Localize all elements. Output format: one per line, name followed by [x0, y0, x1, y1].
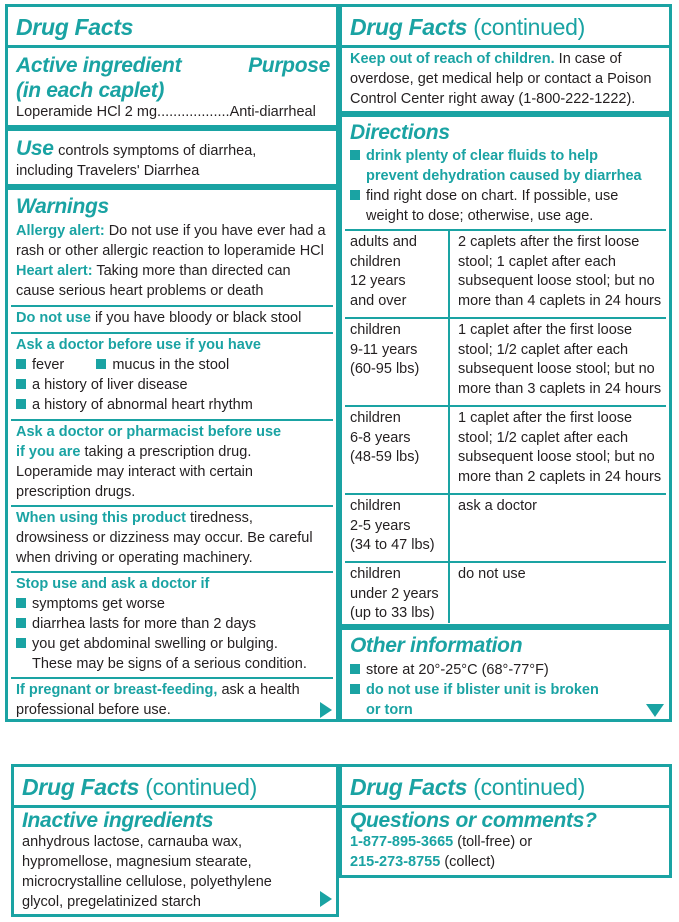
dosage-age: children 6-8 years (48-59 lbs): [350, 410, 420, 466]
keep-out-section: [342, 48, 669, 114]
questions-heading: Questions or comments?: [350, 809, 597, 832]
stop-item: [16, 615, 256, 635]
divider: [11, 505, 333, 507]
drug-facts-panel-left: [5, 4, 339, 722]
other-item-2: do not use if blister unit is broken: [350, 681, 599, 701]
ingredient-name: Loperamide HCl 2 mg: [16, 104, 158, 120]
bullet-square: [96, 359, 106, 369]
drug-facts-panel-bottom-left: [11, 764, 339, 917]
use-text-1: controls symptoms of diarrhea,: [58, 143, 257, 159]
directions-section: [342, 117, 669, 627]
dosage-age: children under 2 years (up to 33 lbs): [350, 566, 439, 622]
purpose-heading: Purpose: [248, 54, 330, 77]
ask-pharmacist-text-3: prescription drugs.: [16, 484, 136, 500]
drug-facts-panel-right: [339, 4, 672, 722]
bullet-square: [350, 150, 360, 160]
dosage-amount: do not use: [458, 566, 526, 582]
leader-dots: ..................: [157, 104, 230, 120]
continue-arrow-icon: [320, 891, 332, 907]
stop-item-swelling: you get abdominal swelling or bulging.: [32, 636, 278, 652]
panel-title: Drug Facts (continued): [350, 774, 586, 800]
stop-note: These may be signs of a serious condition.: [32, 656, 307, 672]
ask-item-fever: fever: [32, 357, 65, 373]
pregnant-label: If pregnant or breast-feeding,: [16, 682, 218, 698]
divider: [345, 317, 666, 319]
other-item-1: store at 20°-25°C (68°-77°F): [350, 661, 549, 681]
ask-doctor-row-2: [16, 376, 188, 396]
warnings-section: [8, 190, 336, 720]
divider: [342, 805, 669, 808]
ask-item-liver: a history of liver disease: [32, 377, 188, 393]
do-not-use-label: Do not use: [16, 310, 91, 326]
panel-title: Drug Facts (continued): [350, 14, 586, 40]
active-ingredient-heading: Active ingredient: [16, 54, 182, 77]
stop-item-worse: symptoms get worse: [32, 596, 165, 612]
divider: [11, 677, 333, 679]
when-using-label: When using this product: [16, 510, 186, 526]
allergy-alert-text-1: Do not use if you have ever had a: [108, 223, 326, 239]
ingredient-row: [16, 103, 316, 123]
divider: [11, 305, 333, 307]
warnings-heading: Warnings: [16, 195, 109, 218]
divider: [14, 805, 336, 808]
keep-out-text-1: In case of: [558, 51, 622, 67]
panel-title: Drug Facts (continued): [22, 774, 258, 800]
when-using-text-2: drowsiness or dizziness may occur. Be careful: [16, 530, 313, 546]
dosage-amount: 2 caplets after the first loose stool; 1 caplet after each subsequent loose stool; but no more than 4 caplets in 24 hours: [458, 234, 662, 310]
ask-pharmacist-text-2: Loperamide may interact with certain: [16, 464, 253, 480]
title-suffix: (continued): [473, 14, 586, 40]
bullet-square: [16, 359, 26, 369]
active-ingredient-section: [8, 48, 336, 128]
bullet-square: [350, 664, 360, 674]
active-ingredient-subheading: (in each caplet): [16, 79, 165, 102]
phone-collect: 215-273-8755: [350, 854, 441, 870]
table-top-border: [345, 229, 666, 231]
do-not-use-text: if you have bloody or black stool: [94, 310, 302, 326]
divider: [11, 571, 333, 573]
continue-arrow-icon: [320, 702, 332, 718]
ask-doctor-row-3: [16, 396, 253, 416]
divider: [345, 405, 666, 407]
divider: [345, 493, 666, 495]
stop-item: [16, 635, 278, 655]
divider: [11, 419, 333, 421]
dosage-amount: 1 caplet after the first loose stool; 1/2 caplet after each subsequent loose stool; but no more than 3 caplets in 24 hours: [458, 322, 662, 398]
title-suffix: (continued): [145, 774, 258, 800]
stop-item: [16, 595, 165, 615]
keep-out-text-2: overdose, get medical help or contact a Poison: [350, 71, 652, 87]
direction-bullet-2: find right dose on chart. If possible, use: [350, 187, 618, 207]
bullet-square: [350, 684, 360, 694]
bullet-square: [16, 618, 26, 628]
stop-item-diarrhea: diarrhea lasts for more than 2 days: [32, 616, 257, 632]
dosage-amount: ask a doctor: [458, 498, 537, 514]
direction-bullet-1: drink plenty of clear fluids to help: [350, 147, 598, 167]
dosage-age: children 9-11 years (60-95 lbs): [350, 322, 420, 378]
heart-alert-text-1: Taking more than directed can: [96, 263, 291, 279]
ask-pharmacist-text-1: taking a prescription drug.: [84, 444, 252, 460]
heart-alert-label: Heart alert:: [16, 263, 93, 279]
bullet-square: [16, 638, 26, 648]
inactive-ingredients-heading: Inactive ingredients: [22, 809, 214, 832]
bullet-square: [16, 379, 26, 389]
continue-down-arrow-icon: [646, 704, 664, 717]
title-suffix: (continued): [473, 774, 586, 800]
phone-collect-note: (collect): [444, 854, 496, 870]
allergy-alert-text-2: rash or other allergic reaction to loperamide HCl: [16, 243, 324, 259]
ask-item-heart: a history of abnormal heart rhythm: [32, 397, 253, 413]
allergy-alert-label: Allergy alert:: [16, 223, 105, 239]
when-using-text-3: when driving or operating machinery.: [16, 550, 253, 566]
ask-doctor-heading: Ask a doctor before use if you have: [16, 337, 261, 353]
inactive-line: glycol, pregelatinized starch: [22, 894, 201, 910]
inactive-line: anhydrous lactose, carnauba wax,: [22, 834, 243, 850]
direction-bullet-1b: prevent dehydration caused by diarrhea: [366, 168, 642, 184]
direction-bullet-2b: weight to dose; otherwise, use age.: [366, 208, 594, 224]
use-section: [8, 131, 336, 185]
when-using-text-1: tiredness,: [190, 510, 253, 526]
ask-pharmacist-heading-2: if you are: [16, 444, 81, 460]
stop-use-heading: Stop use and ask a doctor if: [16, 576, 210, 592]
other-information-heading: Other information: [350, 634, 523, 657]
phone-toll-free-note: (toll-free) or: [457, 834, 533, 850]
use-text-2: including Travelers' Diarrhea: [16, 163, 200, 179]
other-information-section: [342, 630, 669, 720]
ask-doctor-row-1: [16, 356, 229, 376]
other-item-2b: or torn: [366, 702, 413, 718]
ask-item-mucus: mucus in the stool: [112, 357, 230, 373]
inactive-line: microcrystalline cellulose, polyethylene: [22, 874, 272, 890]
ask-pharmacist-heading-1: Ask a doctor or pharmacist before use: [16, 424, 282, 440]
bullet-square: [16, 399, 26, 409]
bullet-square: [350, 190, 360, 200]
table-column-divider: [448, 229, 450, 623]
bullet-square: [16, 598, 26, 608]
divider: [345, 561, 666, 563]
ingredient-purpose: Anti-diarrheal: [229, 104, 316, 120]
use-heading: Use: [16, 137, 54, 160]
drug-facts-panel-bottom-right: [339, 764, 672, 878]
heart-alert-text-2: cause serious heart problems or death: [16, 283, 264, 299]
phone-toll-free: 1-877-895-3665: [350, 834, 454, 850]
dosage-amount: 1 caplet after the first loose stool; 1/2 caplet after each subsequent loose stool; but no more than 2 caplets in 24 hours: [458, 410, 662, 486]
pregnant-text-2: professional before use.: [16, 702, 171, 718]
dosage-age: children 2-5 years (34 to 47 lbs): [350, 498, 435, 554]
directions-heading: Directions: [350, 121, 450, 144]
keep-out-text-3: Control Center right away (1-800-222-1222).: [350, 91, 636, 107]
pregnant-text-1: ask a health: [221, 682, 300, 698]
divider: [11, 332, 333, 334]
panel-title: Drug Facts: [16, 14, 134, 40]
inactive-line: hypromellose, magnesium stearate,: [22, 854, 252, 870]
keep-out-label: Keep out of reach of children.: [350, 51, 555, 67]
dosage-age: adults and children 12 years and over: [350, 234, 417, 310]
